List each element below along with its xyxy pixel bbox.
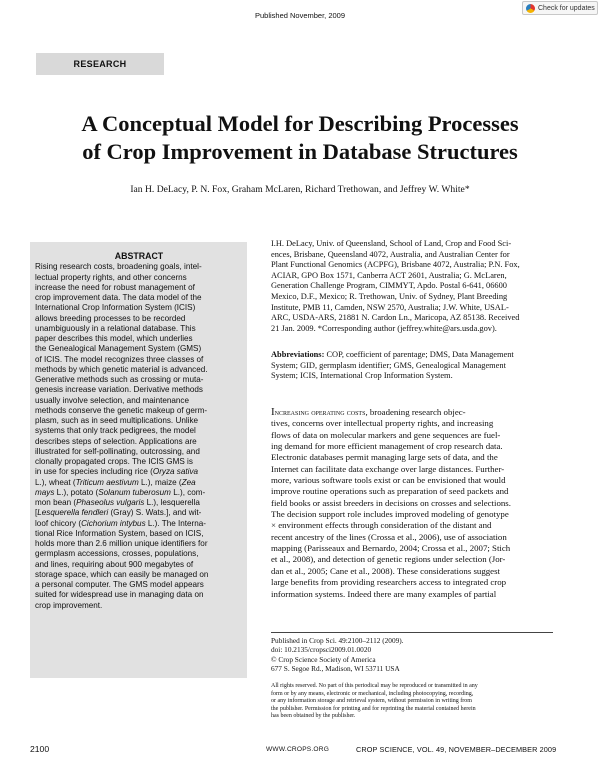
text-line: germplasm accessions, crosses, populations,	[35, 549, 199, 559]
abbreviations-text: COP, coefficient of parentage; DMS, Data Management	[324, 350, 514, 359]
abbreviations	[271, 350, 553, 382]
text-line: describes steps of selection. Applications are	[35, 436, 197, 446]
text-line: holds more than 2.6 million unique identifiers for	[35, 539, 208, 548]
text-line: ACIAR, GPO Box 1571, Canberra ACT 2601, Australia; G. McLaren,	[271, 270, 507, 280]
text-line: methods by which genetic material is advanced.	[35, 364, 208, 374]
text-line: usually involve selection, and maintenance	[35, 395, 190, 405]
body-line: , broadening research objec-	[365, 407, 466, 417]
text-line: in use for species including rice (Oryza sativa	[35, 467, 199, 477]
text-line: more, various software tools exist or can be envisioned that would	[271, 475, 506, 486]
text-line: Internet can facilitate data exchange over large distances. Further-	[271, 463, 505, 474]
text-line: crop improvement data. The data model of the	[35, 293, 202, 302]
copyright-notice	[271, 683, 553, 721]
text-line: I.H. DeLacy, Univ. of Queensland, School of Land, Crop and Food Sci-	[271, 239, 512, 248]
text-line: mapping (Parisseaux and Bernardo, 2004; Crossa et al., 2007; Stich	[271, 543, 511, 554]
abstract-text	[35, 262, 243, 611]
text-line: tional Rice Information System, based on ICIS,	[35, 528, 204, 538]
section-label: RESEARCH	[36, 53, 164, 75]
text-line: Published in Crop Sci. 49:2100–2112 (2009).	[271, 636, 404, 645]
text-line: mon bean (Phaseolus vulgaris L.), lesquerella	[35, 498, 200, 507]
text-line: plasm, such as in seed multiplications. Unlike	[35, 416, 199, 425]
check-for-updates-button[interactable]	[522, 1, 598, 15]
divider	[271, 632, 553, 633]
text-line: and lines, requiring about 900 megabytes of	[35, 559, 194, 569]
text-line: paper describes this model, which underlies	[35, 334, 193, 343]
text-line: of ICIS. The model recognizes three classes of	[35, 354, 204, 364]
title-line: of Crop Improvement in Database Structures	[82, 139, 518, 164]
text-line: doi: 10.2135/cropsci2009.01.0020	[271, 645, 372, 655]
text-line: mays L.), potato (Solanum tuberosum L.), com-	[35, 487, 206, 497]
abbreviations-text: System; ICIS, International Crop Information System.	[271, 371, 453, 381]
journal-citation: CROP SCIENCE, VOL. 49, NOVEMBER–DECEMBER 2009	[356, 745, 557, 754]
text-line: methods conserve the genetic makeup of germ-	[35, 405, 208, 415]
text-line: lectual property rights, and other concerns	[35, 272, 187, 282]
text-line: clonally propagated crops. The ICIS GMS is	[35, 457, 193, 466]
text-line: Institute, PMB 11, Camden, NSW 2570, Australia; J.W. White, USAL-	[271, 302, 509, 312]
text-line: [Lesquerella fendleri (Gray) S. Wats.], and wit-	[35, 508, 202, 518]
crossmark-icon	[526, 4, 535, 13]
text-line: The decision support role includes improved modeling of genotype	[271, 509, 509, 520]
text-line: L.), wheat (Triticum aestivum L.), maize (Zea	[35, 477, 196, 487]
body-paragraph	[271, 418, 553, 600]
text-line: a personal computer. The GMS model appears	[35, 580, 204, 589]
introduction-text	[271, 407, 553, 600]
text-line: flows of data on molecular markers and gene sequences are fuel-	[271, 429, 501, 440]
text-line: © Crop Science Society of America	[271, 654, 376, 664]
abbreviations-label: Abbreviations:	[271, 350, 325, 359]
text-line: unambiguously in a relational database. This	[35, 323, 196, 333]
text-line: et al., 2008), and detection of genetic regions under selection (Jor-	[271, 554, 506, 565]
text-line: large benefits from providing researchers access to integrated crop	[271, 577, 507, 588]
text-line: allows breeding processes to be recorded	[35, 313, 186, 323]
text-line: loof chicory (Cichorium intybus L.). The Interna-	[35, 518, 207, 528]
text-line: increase the need for robust management of	[35, 282, 195, 292]
text-line: ing demand for more efficient management of crop research data.	[271, 441, 503, 452]
text-line: Electronic databases permit managing large sets of data, and the	[271, 452, 498, 463]
text-line: the publisher. Permission for printing and for reprinting the material contained herein	[271, 705, 476, 712]
text-line: Rising research costs, broadening goals, intel-	[35, 262, 202, 272]
text-line: dan et al., 2005; Cane et al., 2008). These considerations suggest	[271, 565, 500, 576]
text-line: or any information storage and retrieval system, without permission in writing from	[271, 698, 472, 705]
text-line: storage space, which can easily be managed on	[35, 569, 209, 579]
abstract-heading: ABSTRACT	[114, 251, 164, 261]
text-line: 21 Jan. 2009. *Corresponding author (jeffrey.white@ars.usda.gov).	[271, 323, 497, 333]
text-line: × environment effects through consideration of the distant and	[271, 520, 492, 531]
author-list: Ian H. DeLacy, P. N. Fox, Graham McLaren, Richard Trethowan, and Jeffrey W. White*	[130, 184, 470, 195]
text-line: genesis increase variation. Derivative methods	[35, 385, 203, 395]
text-line: form or by any means, electronic or mechanical, including photocopying, recording,	[271, 690, 474, 697]
published-date: Published November, 2009	[254, 11, 346, 20]
abbreviations-text: System; GID, germplasm identifier; GMS, Genealogical Management	[271, 360, 506, 370]
text-line: crop improvement.	[35, 600, 103, 610]
text-line: ARC, USDA-ARS, 21881 N. Cardon Ln., Maricopa, AZ 85138. Received	[271, 313, 520, 323]
text-line: recent ancestry of the lines (Crossa et al., 2006), use of association	[271, 531, 507, 542]
text-line: 677 S. Segoe Rd., Madison, WI 53711 USA	[271, 663, 400, 673]
text-line: suited for widespread use in managing data on	[35, 590, 204, 600]
check-for-updates-label: Check for updates	[538, 4, 595, 12]
text-line: improve routine operations such as preparation of seed packets and	[271, 486, 509, 497]
article-title	[20, 110, 580, 166]
text-line: Plant Functional Genomics (ACPFG), Brisbane 4072, Australia; P.N. Fox,	[271, 260, 520, 270]
drop-cap: I	[271, 407, 275, 418]
title-line: A Conceptual Model for Describing Processes	[81, 111, 519, 136]
opening-smallcaps: ncreasing operating costs	[274, 407, 366, 417]
text-line: ences, Brisbane, Queensland 4072, Australia, and Australian Center for	[271, 249, 510, 259]
publication-info	[271, 636, 553, 673]
page-number: 2100	[30, 744, 50, 754]
text-line: the Genealogical Management System (GMS)	[35, 344, 202, 354]
text-line: International Crop Information System (ICIS)	[35, 303, 196, 313]
text-line: has been obtained by the publisher.	[271, 713, 356, 720]
text-line: tives, concerns over intellectual property rights, and increasing	[271, 418, 494, 429]
text-line: field books or assist breeders in decisions on crosses and selections.	[271, 497, 511, 508]
journal-url[interactable]: WWW.CROPS.ORG	[266, 746, 330, 753]
text-line: information systems. Indeed there are many examples of partial	[271, 588, 497, 599]
text-line: illustrated for self-pollinating, outcrossing, and	[35, 446, 200, 456]
text-line: systems that only track pedigrees, the model	[35, 426, 196, 436]
text-line: Generative methods such as crossing or muta-	[35, 375, 204, 384]
text-line: Generation Challenge Program, CIMMYT, Apdo. Postal 6-641, 06600	[271, 281, 507, 291]
text-line: Mexico, D.F., Mexico; R. Trethowan, Univ. of Sydney, Plant Breeding	[271, 291, 508, 301]
author-affiliations	[271, 239, 553, 334]
text-line: All rights reserved. No part of this periodical may be reproduced or transmitted in any	[271, 683, 478, 689]
abstract-box	[30, 242, 247, 678]
